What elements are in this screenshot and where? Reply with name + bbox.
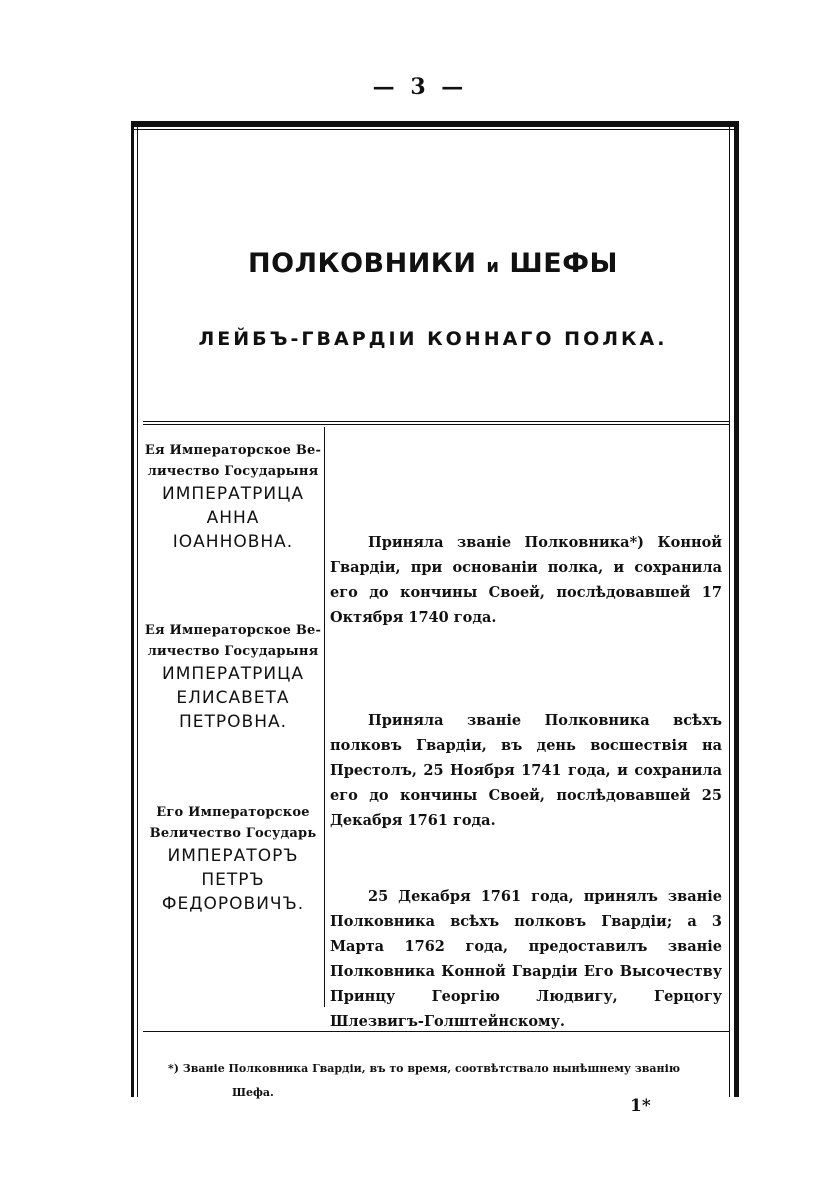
entry-rank: ИМПЕРАТРИЦА [162, 664, 304, 684]
frame-border-right-inner [729, 121, 730, 1097]
entry-name-line-1: ЕЛИСАВЕТА [176, 688, 290, 708]
footnote-line-2: Шефа. [232, 1086, 274, 1099]
entry-description: 25 Декабря 1761 года, принялъ званіе Полковника всѣхъ полковъ Гвардіи; а 3 Марта 1762 года, предоставилъ званіе Полковника Конной Гвардіи Его Высочеству Принцу Георгію Людвигу, Герцогу Шлезвигъ-Голштейнскому. [330, 888, 722, 1030]
entry-rank: ИМПЕРАТРИЦА [162, 484, 304, 504]
entry-name-line-2: ІОАННОВНА. [172, 532, 294, 552]
entry-name-line-2: ФЕДОРОВИЧЪ. [161, 894, 305, 914]
page-title [138, 248, 728, 279]
entry-honorific-line-1: Ея Императорское Ве- [144, 623, 322, 638]
entry-name-line-2: ПЕТРОВНА. [178, 712, 288, 732]
entry-name-block [142, 440, 324, 554]
footnote-line-1: *) Званіе Полковника Гвардіи, въ то время, соотвѣтствало нынѣшнему званію [168, 1062, 681, 1075]
entry-honorific-line-2: личество Государыня [147, 644, 319, 659]
entry-name-line-1: ПЕТРЪ [201, 870, 265, 890]
frame-border-top [131, 121, 739, 127]
entry-honorific-line-2: Величество Государь [149, 826, 317, 841]
page-subtitle: ЛЕЙБЪ-ГВАРДІИ КОННАГО ПОЛКА. [198, 328, 668, 350]
entry-honorific-line-2: личество Государыня [147, 464, 319, 479]
bottom-rule [143, 1031, 729, 1032]
footnote [168, 1057, 706, 1105]
entry-honorific-line-1: Ея Императорское Ве- [144, 443, 322, 458]
entry-description: Приняла званіе Полковника*) Конной Гвардіи, при основаніи полка, и сохранила его до кончины Своей, послѣдовавшей 17 Октября 1740 года. [330, 534, 722, 626]
signature-mark: 1* [630, 1096, 651, 1116]
entry-name-line-1: АННА [206, 508, 260, 528]
entry-description: Приняла званіе Полковника всѣхъ полковъ Гвардіи, въ день восшествія на Престолъ, 25 Ноября 1741 года, и сохранила его до кончины Своей, послѣдовавшей 25 Декабря 1761 года. [330, 712, 722, 829]
frame-border-left [131, 121, 134, 1097]
header-rule [143, 421, 729, 422]
title-part-1: ПОЛКОВНИКИ [248, 248, 477, 279]
page-number: — 3 — [372, 74, 468, 100]
entry-rank: ИМПЕРАТОРЪ [167, 846, 299, 866]
entry-name-block [142, 620, 324, 734]
entry-honorific-line-1: Его Императорское [156, 805, 310, 820]
column-divider [324, 427, 325, 1007]
header-rule-inner [143, 424, 729, 425]
title-part-2: ШЕФЫ [509, 248, 618, 279]
frame-border-top-inner [131, 129, 739, 130]
frame-border-right [734, 121, 739, 1097]
title-connector: и [486, 256, 500, 277]
entry-name-block [142, 802, 324, 916]
